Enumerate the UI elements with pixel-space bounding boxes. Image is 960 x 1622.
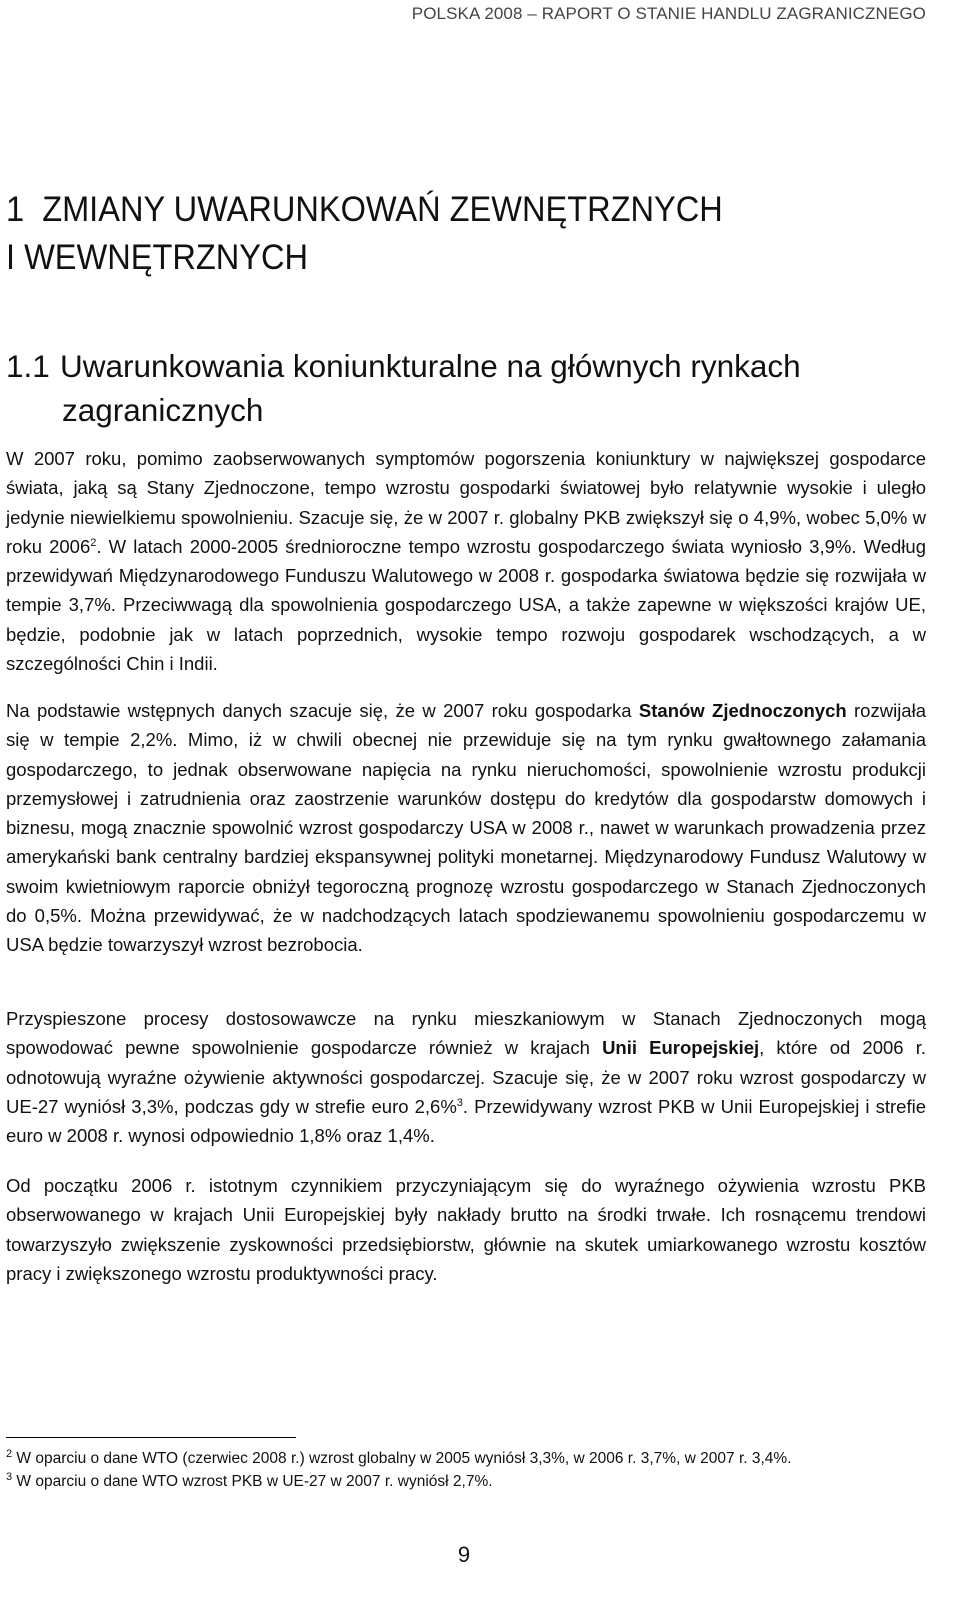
chapter-title-line-1: 1 ZMIANY UWARUNKOWAŃ ZEWNĘTRZNYCH bbox=[6, 190, 723, 229]
page-number: 9 bbox=[457, 1542, 471, 1567]
paragraph-investment: Od początku 2006 r. istotnym czynnikiem przyczyniającym się do wyraźnego ożywienia wzrostu PKB obserwowanego w krajach Unii Europejskiej były nakłady brutto na środki trwałe. Ich rosnącemu trendowi towarzyszyło zwiększenie zyskowności przedsiębiorstw, głównie na skutek umiarkowanego wzrostu kosztów pracy i zwiększonego wzrostu produktywności pracy. bbox=[6, 1175, 926, 1284]
chapter-title-line-2: I WEWNĘTRZNYCH bbox=[6, 238, 308, 277]
paragraph-usa: Na podstawie wstępnych danych szacuje się, że w 2007 roku gospodarka Stanów Zjednoczonych rozwijała się w tempie 2,2%. Mimo, iż w chwili obecnej nie przewiduje się na tym rynku gwałtownego załamania gospodarczego, to jednak obserwowane napięcia na rynku nieruchomości, spowolnienie wzrostu produkcji przemysłowej i zatrudnienia oraz zaostrzenie warunków dostępu do kredytów dla gospodarstw domowych i biznesu, mogą znacznie spowolnić wzrost gospodarczy USA w 2008 r., nawet w warunkach prowadzenia przez amerykański bank centralny bardziej ekspansywnej polityki monetarnej. Międzynarodowy Fundusz Walutowy w swoim kwietniowym raporcie obniżył tegoroczną prognozę wzrostu gospodarczego w Stanach Zjednoczonych do 0,5%. Można przewidywać, że w nadchodzących latach spodziewanemu spowolnieniu gospodarczemu w USA będzie towarzyszył wzrost bezrobocia. bbox=[6, 700, 926, 956]
bold-term-usa: Stanów Zjednoczonych bbox=[638, 700, 847, 721]
footnote-2: $^2$ W oparciu o dane WTO (czerwiec 2008 r.) wzrost globalny w 2005 wyniósł 3,3%, w 2006 r. 3,7%, w 2007 r. 3,4%. bbox=[6, 1447, 792, 1467]
footnote-ref-3[interactable]: 3 bbox=[456, 1096, 463, 1109]
running-header: POLSKA 2008 – RAPORT O STANIE HANDLU ZAGRANICZNEGO bbox=[411, 4, 926, 23]
section-number: 1.1 bbox=[6, 348, 50, 384]
footnote-ref-2[interactable]: 2 bbox=[90, 536, 97, 549]
footnote-mark: 2 bbox=[6, 1447, 13, 1460]
section-title bbox=[6, 344, 946, 432]
footnote-3: $^3$ W oparciu o dane WTO wzrost PKB w UE-27 w 2007 r. wyniósł 2,7%. bbox=[6, 1470, 493, 1490]
paragraph-world-economy: W 2007 roku, pomimo zaobserwowanych symptomów pogorszenia koniunktury w największej gospodarce świata, jaką są Stany Zjednoczone, tempo wzrostu gospodarki światowej było relatywnie wysokie i uległo jedynie niewielkiemu spowolnieniu. Szacuje się, że w 2007 r. globalny PKB zwiększył się o 4,9%, wobec 5,0% w roku 2006$^2$. W latach 2000-2005 średnioroczne tempo wzrostu gospodarczego świata wyniosło 3,9%. Według przewidywań Międzynarodowego Funduszu Walutowego w 2008 r. gospodarka światowa będzie się rozwijała w tempie 3,7%. Przeciwwagą dla spowolnienia gospodarczego USA, a także zapewne w większości krajów UE, będzie, podobnie jak w latach poprzednich, wysokie tempo rozwoju gospodarek wschodzących, a w szczególności Chin i Indii. bbox=[6, 448, 926, 675]
chapter-title bbox=[6, 186, 843, 282]
footnote-separator bbox=[6, 1437, 296, 1438]
bold-term-eu: Unii Europejskiej bbox=[602, 1037, 760, 1059]
footnote-mark: 3 bbox=[6, 1470, 13, 1483]
section-title-line-1: Uwarunkowania koniunkturalne na głównych rynkach bbox=[60, 348, 801, 384]
section-title-line-2: zagranicznych bbox=[62, 392, 264, 428]
paragraph-eu: Przyspieszone procesy dostosowawcze na rynku mieszkaniowym w Stanach Zjednoczonych mogą spowodować pewne spowolnienie gospodarcze również w krajach Unii Europejskiej, które od 2006 r. odnotowują wyraźne ożywienie aktywności gospodarczej. Szacuje się, że w 2007 roku wzrost gospodarczy w UE-27 wyniósł 3,3%, podczas gdy w strefie euro 2,6%$^3$. Przewidywany wzrost PKB w Unii Europejskiej i strefie euro w 2008 r. wynosi odpowiednio 1,8% oraz 1,4%. bbox=[6, 1008, 926, 1147]
